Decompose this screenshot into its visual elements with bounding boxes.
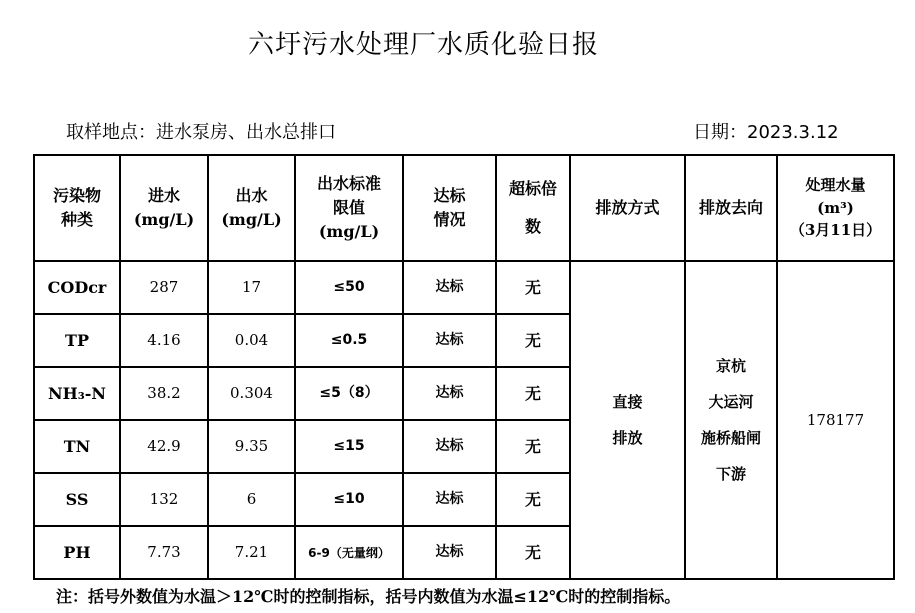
report-title: 六圩污水处理厂水质化验日报	[247, 30, 599, 60]
header-row	[34, 155, 894, 261]
limit-value: ≤0.5	[295, 314, 403, 367]
compliance-status: 达标	[403, 314, 496, 367]
header-volume: 处理水量 (m³) （3月11日）	[777, 155, 894, 261]
outflow-value: 6	[208, 473, 295, 526]
outflow-value: 17	[208, 261, 295, 314]
water-quality-table	[33, 154, 895, 580]
report-date: 日期：2023.3.12	[693, 122, 839, 143]
exceed-value: 无	[496, 473, 570, 526]
footnote: 注：括号外数值为水温＞12℃时的控制指标，括号内数值为水温≤12℃时的控制指标。	[56, 587, 681, 606]
compliance-status: 达标	[403, 367, 496, 420]
compliance-status: 达标	[403, 473, 496, 526]
inflow-value: 132	[120, 473, 208, 526]
pollutant-name: PH	[34, 526, 120, 579]
compliance-status: 达标	[403, 261, 496, 314]
limit-value: ≤50	[295, 261, 403, 314]
pollutant-name: TP	[34, 314, 120, 367]
compliance-status: 达标	[403, 526, 496, 579]
header-outflow: 出水 (mg/L)	[208, 155, 295, 261]
discharge-method: 直接 排放	[570, 261, 685, 579]
header-exceed: 超标倍 数	[496, 155, 570, 261]
inflow-value: 38.2	[120, 367, 208, 420]
exceed-value: 无	[496, 314, 570, 367]
header-pollutant: 污染物 种类	[34, 155, 120, 261]
treated-volume: 178177	[777, 261, 894, 579]
inflow-value: 42.9	[120, 420, 208, 473]
table-row	[34, 261, 894, 314]
header-discharge-direction: 排放去向	[685, 155, 777, 261]
header-limit: 出水标准 限值 (mg/L)	[295, 155, 403, 261]
pollutant-name: SS	[34, 473, 120, 526]
exceed-value: 无	[496, 526, 570, 579]
limit-value: ≤10	[295, 473, 403, 526]
outflow-value: 0.04	[208, 314, 295, 367]
header-compliance: 达标 情况	[403, 155, 496, 261]
exceed-value: 无	[496, 420, 570, 473]
discharge-direction: 京杭 大运河 施桥船闸 下游	[685, 261, 777, 579]
header-discharge-method: 排放方式	[570, 155, 685, 261]
header-inflow: 进水 (mg/L)	[120, 155, 208, 261]
pollutant-name: CODcr	[34, 261, 120, 314]
limit-value: ≤5（8）	[295, 367, 403, 420]
compliance-status: 达标	[403, 420, 496, 473]
pollutant-name: NH₃-N	[34, 367, 120, 420]
exceed-value: 无	[496, 261, 570, 314]
exceed-value: 无	[496, 367, 570, 420]
inflow-value: 4.16	[120, 314, 208, 367]
limit-value: 6-9（无量纲）	[295, 526, 403, 579]
sampling-location: 取样地点：进水泵房、出水总排口	[66, 122, 336, 143]
outflow-value: 9.35	[208, 420, 295, 473]
inflow-value: 287	[120, 261, 208, 314]
limit-value: ≤15	[295, 420, 403, 473]
inflow-value: 7.73	[120, 526, 208, 579]
pollutant-name: TN	[34, 420, 120, 473]
outflow-value: 0.304	[208, 367, 295, 420]
outflow-value: 7.21	[208, 526, 295, 579]
